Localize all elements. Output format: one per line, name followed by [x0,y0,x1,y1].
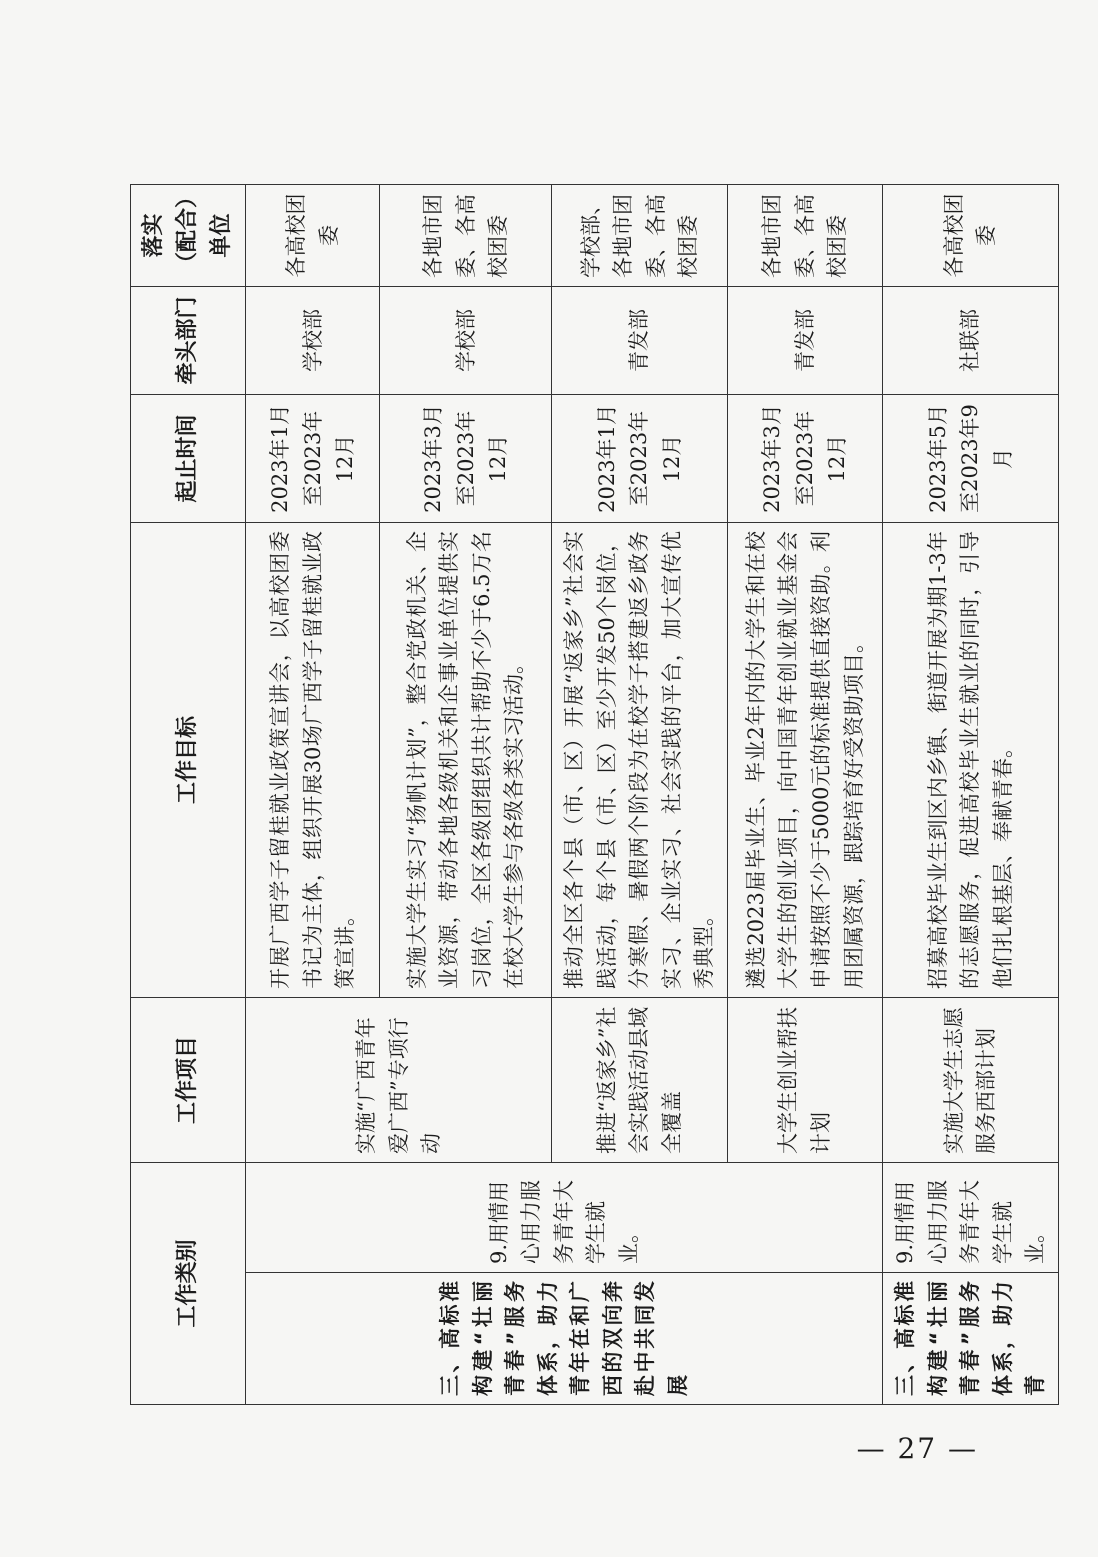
subcategory-cell: 9.用情用心用力服务青年大学生就业。 [883,1162,1059,1272]
header-goal: 工作目标 [131,522,246,997]
table-row [246,184,380,1404]
period-cell: 2023年3月至2023年12月 [728,394,883,522]
header-category: 工作类别 [131,1162,246,1404]
category-main-cont-cell: 三、高标准构建“壮丽青春”服务体系，助力青 [883,1273,1059,1405]
project-cell: 推进“返家乡”社会实践活动县域全覆盖 [552,997,728,1162]
header-impl-unit: 落实（配合）单位 [131,184,246,286]
header-project: 工作项目 [131,997,246,1162]
impl-unit-cell: 各高校团委 [883,184,1059,286]
lead-dept-cell: 社联部 [883,286,1059,394]
impl-unit-cell: 学校部、各地市团委、各高校团委 [552,184,728,286]
goal-cell: 实施大学生实习“扬帆计划”，整合党政机关、企业资源，带动各地各级机关和企事业单位提供实习岗位，全区各级团组织共计帮助不少于6.5万名在校大学生参与各级各类实习活动。 [380,522,552,997]
period-cell: 2023年1月至2023年12月 [246,394,380,522]
header-period: 起止时间 [131,394,246,522]
period-cell: 2023年1月至2023年12月 [552,394,728,522]
impl-unit-cell: 各地市团委、各高校团委 [728,184,883,286]
goal-cell: 推动全区各个县（市、区）开展“返家乡”社会实践活动，每个县（市、区）至少开发50个岗位，分寒假、暑假两个阶段为在校学子搭建返乡政务实习、企业实习、社会实践的平台，加大宣传优秀典型。 [552,522,728,997]
page-number: — 27 — [856,1432,978,1465]
lead-dept-cell: 学校部 [246,286,380,394]
table-row [883,184,1059,1404]
goal-cell: 招募高校毕业生到区内乡镇、街道开展为期1-3年的志愿服务，促进高校毕业生就业的同时，引导他们扎根基层、奉献青春。 [883,522,1059,997]
impl-unit-cell: 各高校团委 [246,184,380,286]
goal-cell: 遴选2023届毕业生、毕业2年内的大学生和在校大学生的创业项目，向中国青年创业就业基金会申请按照不少于5000元的标准提供直接资助。利用团属资源，跟踪培育好受资助项目。 [728,522,883,997]
rotated-table-wrapper [130,185,1048,1405]
category-main-cell: 三、高标准构建“壮丽青春”服务体系，助力青年在和广西的双向奔赴中共同发展 [246,1273,883,1405]
subcategory-cell: 9.用情用心用力服务青年大学生就业。 [246,1162,883,1272]
lead-dept-cell: 青发部 [552,286,728,394]
lead-dept-cell: 学校部 [380,286,552,394]
impl-unit-cell: 各地市团委、各高校团委 [380,184,552,286]
period-cell: 2023年5月至2023年9月 [883,394,1059,522]
table-header-row [131,184,246,1404]
work-plan-table [130,184,1059,1405]
lead-dept-cell: 青发部 [728,286,883,394]
period-cell: 2023年3月至2023年12月 [380,394,552,522]
header-lead-dept: 牵头部门 [131,286,246,394]
project-cell: 实施大学生志愿服务西部计划 [883,997,1059,1162]
goal-cell: 开展广西学子留桂就业政策宣讲会，以高校团委书记为主体，组织开展30场广西学子留桂就业政策宣讲。 [246,522,380,997]
project-cell: 实施“广西青年爱广西”专项行动 [246,997,552,1162]
project-cell: 大学生创业帮扶计划 [728,997,883,1162]
